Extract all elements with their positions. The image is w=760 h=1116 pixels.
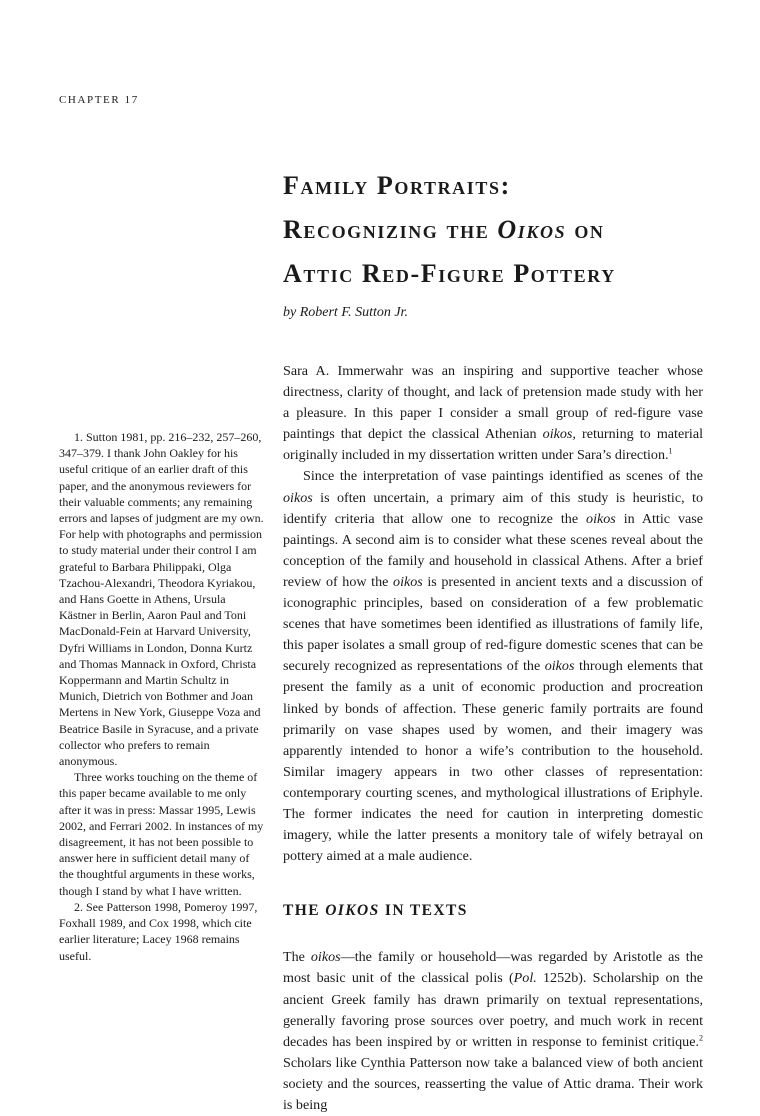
footnote-ref-2[interactable]: 2 <box>699 1033 703 1043</box>
paragraph-1: Sara A. Immerwahr was an inspiring and supportive teacher whose directness, clarity of thought, and lack of pretension made study with her a pleasure. In this paper I consider a small group of red-figure vase paintings that depict the classical Athenian oikos, returning to material originally included in my dissertation written under Sara’s direction.$^1$ <box>283 363 703 464</box>
paragraph-3: The oikos—the family or household—was regarded by Aristotle as the most basic unit of the classical polis (Pol. 1252b). Scholarship on the ancient Greek family has drawn primarily on textual representations, generally favoring prose sources over poetry, and much work in recent decades has been inspired by or written in response to feminist critique.$^2$ Scholars like Cynthia Patterson now take a balanced view of both ancient society and the sources, reasserting the value of Attic drama. Their work is being <box>283 949 703 1113</box>
title-line-3: Attic Red-Figure Pottery <box>283 259 616 288</box>
footnote-2: 2. See Patterson 1998, Pomeroy 1997, Foxhall 1989, and Cox 1998, which cite earlier literature; Lacey 1968 remains useful. <box>59 899 258 963</box>
chapter-label: CHAPTER 17 <box>59 94 139 106</box>
section-heading: THE OIKOS IN TEXTS <box>283 902 468 920</box>
chapter-title <box>283 164 723 296</box>
author-byline: by Robert F. Sutton Jr. <box>283 305 408 320</box>
footnote-1: 1. Sutton 1981, pp. 216–232, 257–260, 347–379. I thank John Oakley for his useful critique of an earlier draft of this paper, and the anonymous reviewers for their valuable comments; any remaining errors and lapses of judgment are my own. For help with photographs and permission to study material under their control I am grateful to Barbara Philippaki, Olga Tzachou-Alexandri, Theodora Kyriakou, and Hans Goette in Athens, Ursula Kästner in Berlin, Aaron Paul and Toni MacDonald-Fein at Harvard University, Dyfri Williams in London, Donna Kurtz and Thomas Mannack in Oxford, Christa Koppermann and Martin Schultz in Munich, Dietrich von Bothmer and Joan Mertens in New York, Giuseppe Voza and Beatrice Basile in Syracuse, and a private collector who prefers to remain anonymous. <box>59 430 264 769</box>
footnotes-column <box>59 429 265 964</box>
title-line-2: Recognizing the Oikos on <box>283 215 605 244</box>
footnote-1-continued: Three works touching on the theme of this paper became available to me only after it was in press: Massar 1995, Lewis 2002, and Ferrari 2002. In instances of my disagreement, it has not been possible to answer here in sufficient detail many of the thoughtful arguments in these works, though I stand by what I have written. <box>59 770 264 898</box>
title-line-1: Family Portraits: <box>283 171 511 200</box>
paragraph-2: Since the interpretation of vase paintings identified as scenes of the oikos is often uncertain, a primary aim of this study is heuristic, to identify criteria that allow one to recognize the oikos in Attic vase paintings. A second aim is to consider what these scenes reveal about the conception of the family and household in classical Athens. After a brief review of how the oikos is presented in ancient texts and a discussion of iconographic principles, based on consideration of a few problematic scenes that have sometimes been identified as illustrations of family life, this paper isolates a small group of red-figure domestic scenes that can be securely recognized as representations of the oikos through elements that present the family as a unit of economic production and procreation linked by bonds of affection. These generic family portraits are found primarily on vase shapes used by women, and their imagery was apparently intended to honor a wife’s contribution to the household. Similar imagery appears in two other classes of representation: contemporary courting scenes, and mythological illustrations of Eriphyle. The former indicates the need for caution in interpreting domestic imagery, while the latter presents a monitory tale of wifely betrayal on pottery aimed at a male audience. <box>283 468 703 865</box>
footnote-ref-1[interactable]: 1 <box>668 446 673 456</box>
main-text <box>283 361 703 1116</box>
